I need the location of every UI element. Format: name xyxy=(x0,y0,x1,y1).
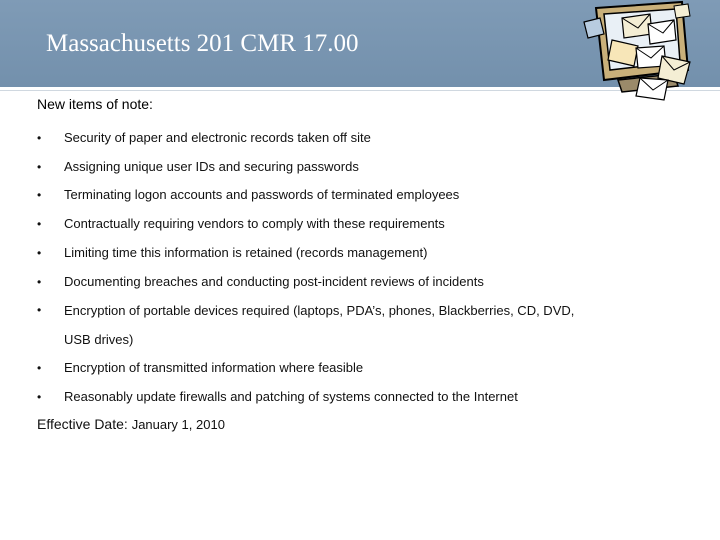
list-item xyxy=(37,268,597,297)
list-item-text: Limiting time this information is retained (records management) xyxy=(64,244,428,260)
bullet: • xyxy=(37,389,42,404)
list-item-text: Terminating logon accounts and passwords of terminated employees xyxy=(64,187,460,203)
bullet: • xyxy=(37,274,42,289)
list-item xyxy=(37,181,597,210)
list-item-text: Security of paper and electronic records taken off site xyxy=(64,130,371,145)
list-item xyxy=(37,124,597,153)
list-item-text: Reasonably update firewalls and patching of systems connected to the Internet xyxy=(64,388,518,404)
bullet: • xyxy=(37,159,42,174)
list-item-text: Encryption of transmitted information where feasible xyxy=(64,360,364,376)
effective-date-label: Effective Date: xyxy=(37,416,128,432)
bullet: • xyxy=(37,361,42,376)
list-item xyxy=(37,296,597,354)
list-item-text: Encryption of portable devices required (laptops, PDA’s, phones, Blackberries, CD, DVD, USB drives) xyxy=(64,303,575,348)
list-item xyxy=(37,354,597,383)
list-item xyxy=(37,239,597,268)
bullet: • xyxy=(37,188,42,203)
list-item-text: Documenting breaches and conducting post-incident reviews of incidents xyxy=(64,273,484,289)
slide-title: Massachusetts 201 CMR 17.00 xyxy=(46,30,359,57)
bullet: • xyxy=(37,303,42,318)
bullet: • xyxy=(37,217,42,232)
list-item-text: Assigning unique user IDs and securing passwords xyxy=(64,158,359,174)
effective-date-value: January 1, 2010 xyxy=(131,417,225,432)
section-heading: New items of note: xyxy=(37,96,153,112)
list-item xyxy=(37,153,597,182)
list-item xyxy=(37,383,597,412)
bullet: • xyxy=(37,245,42,260)
list-item xyxy=(37,210,597,239)
bullet: • xyxy=(37,131,42,145)
list-item-text: Contractually requiring vendors to comply with these requirements xyxy=(64,216,445,232)
effective-date xyxy=(37,416,225,432)
items-list xyxy=(37,124,597,412)
computer-with-mail-icon xyxy=(578,0,698,108)
